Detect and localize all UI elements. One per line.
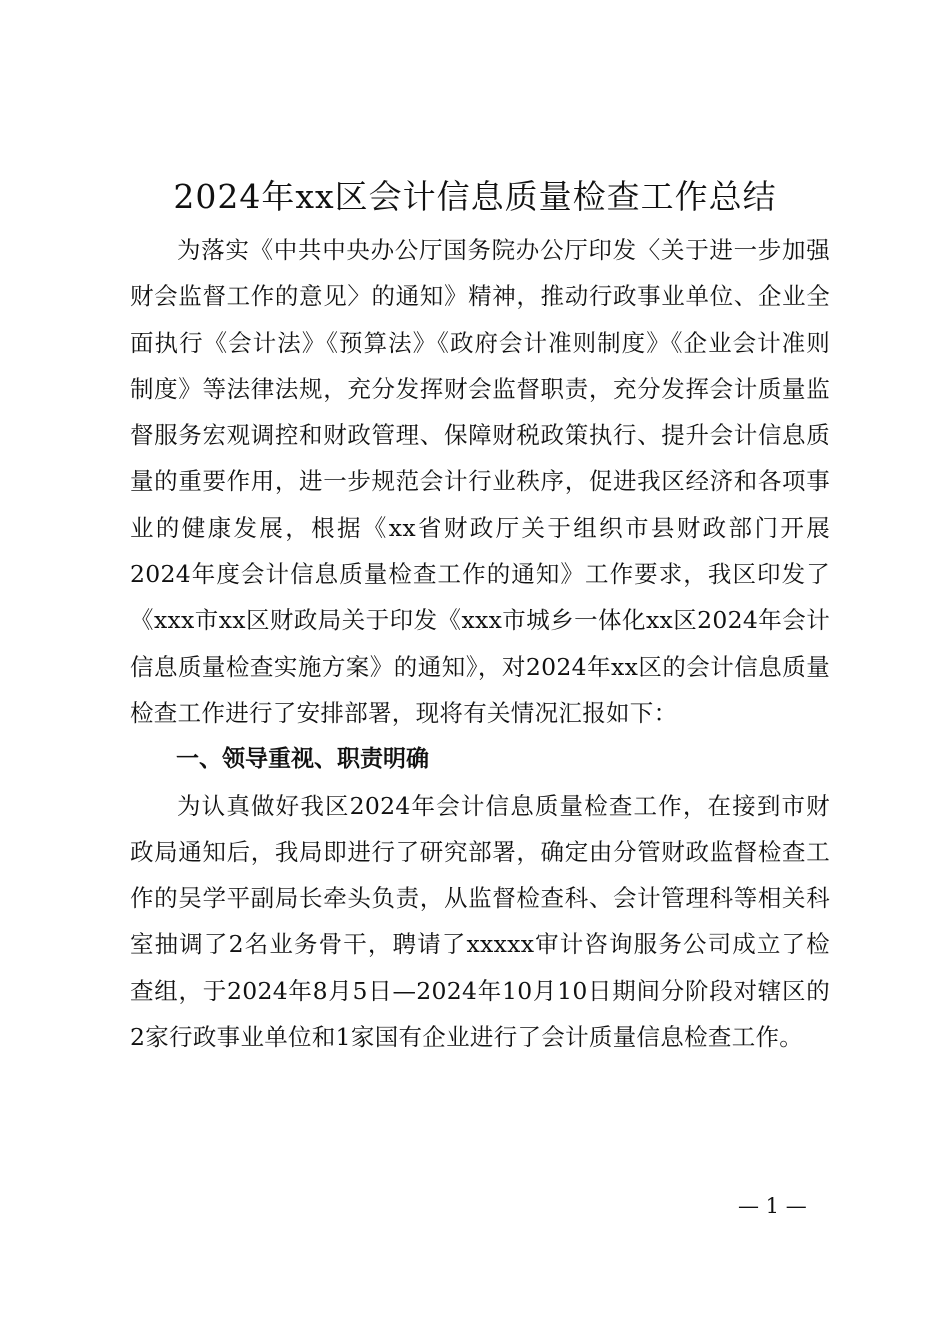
page-number: — 1 — [738, 1194, 807, 1218]
document-body [130, 227, 830, 1060]
section-paragraph-leadership: 为认真做好我区2024年会计信息质量检查工作，在接到市财政局通知后，我局即进行了研究部署，确定由分管财政监督检查工作的吴学平副局长牵头负责，从监督检查科、会计管理科等相关科室抽调了2名业务骨干，聘请了xxxxx审计咨询服务公司成立了检查组，于2024年8月5日—2024年10月10日期间分阶段对辖区的2家行政事业单位和1家国有企业进行了会计质量信息检查工作。 [130, 791, 830, 1052]
intro-paragraph: 为落实《中共中央办公厅国务院办公厅印发〈关于进一步加强财会监督工作的意见〉的通知》精神，推动行政事业单位、企业全面执行《会计法》《预算法》《政府会计准则制度》《企业会计准则制度》等法律法规，充分发挥财会监督职责，充分发挥会计质量监督服务宏观调控和财政管理、保障财税政策执行、提升会计信息质量的重要作用，进一步规范会计行业秩序，促进我区经济和各项事业的健康发展，根据《xx省财政厅关于组织市县财政部门开展2024年度会计信息质量检查工作的通知》工作要求，我区印发了《xxx市xx区财政局关于印发《xxx市城乡一体化xx区2024年会计信息质量检查实施方案》的通知》，对2024年xx区的会计信息质量检查工作进行了安排部署，现将有关情况汇报如下： [130, 236, 830, 727]
section-heading-leadership: 一、领导重视、职责明确 [176, 746, 429, 773]
document-title: 2024年xx区会计信息质量检查工作总结 [173, 177, 777, 216]
